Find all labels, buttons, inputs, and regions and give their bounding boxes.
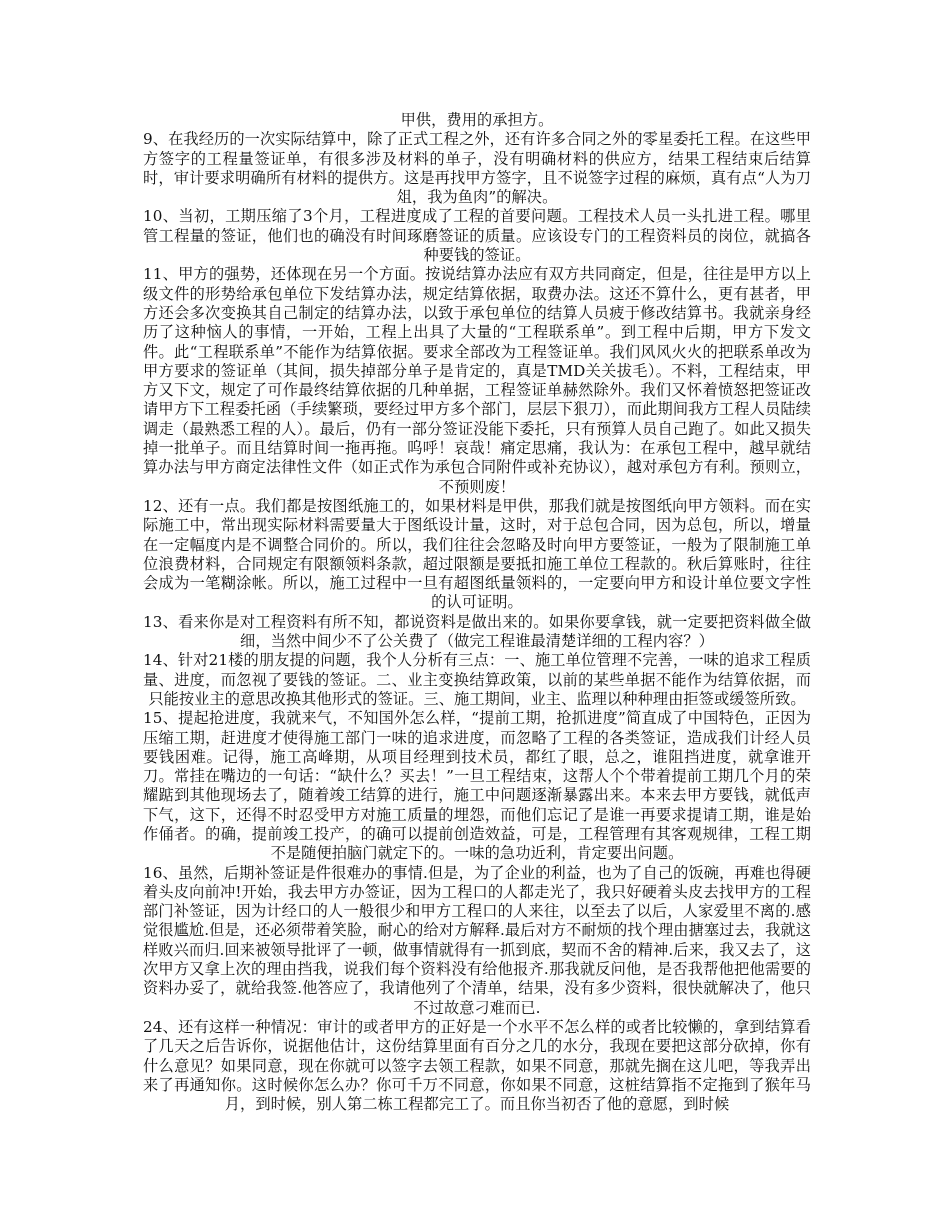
- paragraph-continuation: 甲供，费用的承担方。: [400, 111, 554, 129]
- paragraph-13: 13、看来你是对工程资料有所不知，都说资料是做出来的。如果你要拿钱，就一定要把资料做全做细，当然中间少不了公关费了（做完工程谁最清楚详细的工程内容？）: [143, 612, 811, 651]
- paragraph-16: 16、虽然，后期补签证是件很难办的事情.但是，为了企业的利益，也为了自己的饭碗，再难也得硬着头皮向前冲!开始，我去甲方办签证，因为工程口的人都走光了，我只好硬着头皮去找甲方的工程部门补签证，因为计经口的人一般很少和甲方工程口的人来往，以至去了以后，人家爱里不离的.感觉很尴尬.但是，还必须带着笑脸，耐心的给对方解释.最后对方不耐烦的找个理由搪塞过去，我就这样败兴而归.回来被领导批评了一顿，做事情就得有一抓到底，契而不舍的精神.后来，我又去了，这次甲方又拿上次的理由挡我，说我们每个资料没有给他报齐.那我就反问他，是否我帮他把他需要的资料办妥了，就给我签.他答应了，我请他列了个清单，结果，没有多少资料，很快就解决了，他只不过故意刁难而已.: [143, 863, 811, 1017]
- paragraph-11: 11、甲方的强势，还体现在另一个方面。按说结算办法应有双方共同商定，但是，往往是甲方以上级文件的形势给承包单位下发结算办法，规定结算依据，取费办法。这还不算什么，更有甚者，甲方还会多次变换其自己制定的结算办法，以致于承包单位的结算人员疲于修改结算书。我就亲身经历了这种恼人的事情，一开始，工程上出具了大量的“工程联系单”。到工程中后期，甲方下发文件。此“工程联系单”不能作为结算依据。要求全部改为工程签证单。我们风风火火的把联系单改为甲方要求的签证单（其间，损失掉部分单子是肯定的，真是TMD关关拔毛）。不料，工程结束，甲方又下文，规定了可作最终结算依据的几种单据，工程签证单赫然除外。我们又怀着愤怒把签证改请甲方下工程委托函（手续繁琐，要经过甲方多个部门，层层下狠刀），而此期间我方工程人员陆续调走（最熟悉工程的人）。最后，仍有一部分签证没能下委托，只有预算人员自己跑了。如此又损失掉一批单子。而且结算时间一拖再拖。呜呼！哀哉！痛定思痛，我认为：在承包工程中，越早就结算办法与甲方商定法律性文件（如正式作为承包合同附件或补充协议），越对承包方有利。预则立，不预则废！: [143, 265, 811, 496]
- paragraph-14: 14、针对21楼的朋友提的问题，我个人分析有三点：一、施工单位管理不完善，一味的追求工程质量、进度，而忽视了要钱的签证。二、业主变换结算政策，以前的某些单据不能作为结算依据，而只能按业主的意思改换其他形式的签证。三、施工期间，业主、监理以种种理由拒签或缓签所致。: [143, 651, 811, 708]
- paragraph-12: 12、还有一点。我们都是按图纸施工的，如果材料是甲供，那我们就是按图纸向甲方领料。而在实际施工中，常出现实际材料需要量大于图纸设计量，这时，对于总包合同，因为总包，所以，增量在一定幅度内是不调整合同价的。所以，我们往往会忽略及时向甲方要签证，一般为了限制施工单位浪费材料，合同规定有限额领料条款，超过限额是要抵扣施工单位工程款的。秋后算账时，往往会成为一笔糊涂帐。所以，施工过程中一旦有超图纸量领料的，一定要向甲方和设计单位要文字性的认可证明。: [143, 496, 811, 612]
- document-page: [143, 111, 811, 1114]
- paragraph-9: 9、在我经历的一次实际结算中，除了正式工程之外，还有许多合同之外的零星委托工程。在这些甲方签字的工程量签证单，有很多涉及材料的单子，没有明确材料的供应方，结果工程结束后结算时，审计要求明确所有材料的提供方。这是再找甲方签字，且不说签字过程的麻烦，真有点“人为刀俎，我为鱼肉”的解决。: [143, 130, 811, 207]
- paragraph-15: 15、提起抢进度，我就来气，不知国外怎么样，“提前工期，抢抓进度”简直成了中国特色，正因为压缩工期，赶进度才使得施工部门一味的追求进度，而忽略了工程的各类签证，造成我们计经人员要钱困难。记得，施工高峰期，从项目经理到技术员，都红了眼，总之，谁阻挡进度，就拿谁开刀。常挂在嘴边的一句话：“缺什么？买去！”一旦工程结束，这帮人个个带着提前工期几个月的荣耀踮到其他现场去了，随着竣工结算的进行，施工中问题逐渐暴露出来。本来去甲方要钱，就低声下气，这下，还得不时忍受甲方对施工质量的埋怨，而他们忘记了是谁一再要求提请工期，谁是始作俑者。的确，提前竣工投产，的确可以提前创造效益，可是，工程管理有其客观规律，工程工期不是随便拍脑门就定下的。一味的急功近利，肯定要出问题。: [143, 709, 811, 863]
- paragraph-10: 10、当初，工期压缩了3个月，工程进度成了工程的首要问题。工程技术人员一头扎进工程。哪里管工程量的签证，他们也的确没有时间琢磨签证的质量。应该设专门的工程资料员的岗位，就搞各种要钱的签证。: [143, 207, 811, 265]
- paragraph-24: 24、还有这样一种情况：审计的或者甲方的正好是一个水平不怎么样的或者比较懒的，拿到结算看了几天之后告诉你，说据他估计，这份结算里面有百分之几的水分，我现在要把这部分砍掉，你有什么意见？如果同意，现在你就可以签字去领工程款，如果不同意，那就先搁在这儿吧，等我弄出来了再通知你。这时候你怎么办？你可千万不同意，你如果不同意，这桩结算指不定拖到了猴年马月，到时候，别人第二栋工程都完工了。而且你当初否了他的意愿，到时候: [143, 1017, 811, 1114]
